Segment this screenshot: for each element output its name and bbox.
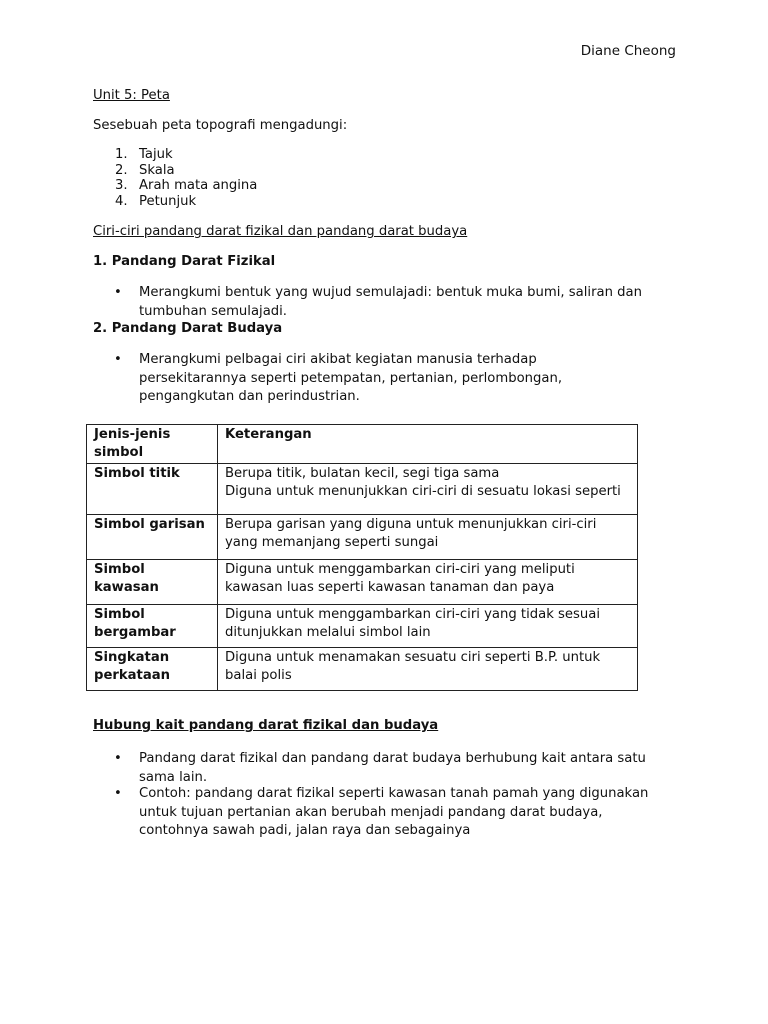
bullet-dot: • xyxy=(114,751,122,766)
symbol-type: Simbol kawasan xyxy=(87,560,218,605)
list-item: 3. Arah mata angina xyxy=(115,178,258,194)
table-row xyxy=(87,515,638,560)
map-contents-list xyxy=(93,147,257,210)
bullet-physical: • Merangkumi bentuk yang wujud semulajadi: bentuk muka bumi, saliran dan tumbuhan semulajadi. xyxy=(114,285,642,319)
table-row xyxy=(87,605,638,648)
symbol-type: Simbol garisan xyxy=(87,515,218,560)
symbol-desc: Diguna untuk menggambarkan ciri-ciri yang tidak sesuai ditunjukkan melalui simbol lain xyxy=(218,605,638,648)
symbol-type: Simbol titik xyxy=(87,464,218,515)
bullet-dot: • xyxy=(114,285,122,300)
author-name: Diane Cheong xyxy=(580,43,676,59)
unit-title: Unit 5: Peta xyxy=(93,88,170,103)
list-item: 4. Petunjuk xyxy=(115,194,197,210)
bullet-dot: • xyxy=(114,786,122,801)
section-heading-features: Ciri-ciri pandang darat fizikal dan pandang darat budaya xyxy=(93,224,468,239)
symbol-desc: Diguna untuk menggambarkan ciri-ciri yang meliputi kawasan luas seperti kawasan tanaman dan paya xyxy=(218,560,638,605)
symbol-table xyxy=(86,424,638,691)
symbol-desc: Berupa garisan yang diguna untuk menunjukkan ciri-ciri yang memanjang seperti sungai xyxy=(218,515,638,560)
subheading-cultural: 2. Pandang Darat Budaya xyxy=(93,321,283,336)
table-row xyxy=(87,560,638,605)
bullet-relationship-2: • Contoh: pandang darat fizikal seperti kawasan tanah pamah yang digunakan untuk tujuan pertanian akan berubah menjadi pandang darat budaya, contohnya sawah padi, jalan raya dan sebagainya xyxy=(114,786,649,838)
bullet-dot: • xyxy=(114,352,122,367)
header-cell: Keterangan xyxy=(218,425,638,464)
symbol-desc: Diguna untuk menamakan sesuatu ciri seperti B.P. untuk balai polis xyxy=(218,648,638,691)
bullet-relationship-1: • Pandang darat fizikal dan pandang darat budaya berhubung kait antara satu sama lain. xyxy=(114,751,646,785)
header-cell: Jenis-jenis simbol xyxy=(87,425,218,464)
table-row xyxy=(87,648,638,691)
table-header-row xyxy=(87,425,638,464)
symbol-type: Simbol bergambar xyxy=(87,605,218,648)
symbol-type: Singkatan perkataan xyxy=(87,648,218,691)
bullet-cultural: • Merangkumi pelbagai ciri akibat kegiatan manusia terhadap persekitarannya seperti petempatan, pertanian, perlombongan, pengangkutan dan perindustrian. xyxy=(114,352,563,404)
intro-text: Sesebuah peta topografi mengadungi: xyxy=(93,118,348,133)
table-row xyxy=(87,464,638,515)
subheading-physical: 1. Pandang Darat Fizikal xyxy=(93,254,276,269)
list-item: 2. Skala xyxy=(115,162,175,178)
list-item: 1. Tajuk xyxy=(115,147,173,162)
symbol-desc: Berupa titik, bulatan kecil, segi tiga sama Diguna untuk menunjukkan ciri-ciri di sesuatu lokasi seperti xyxy=(218,464,638,515)
section-heading-relationship: Hubung kait pandang darat fizikal dan budaya xyxy=(93,718,439,733)
